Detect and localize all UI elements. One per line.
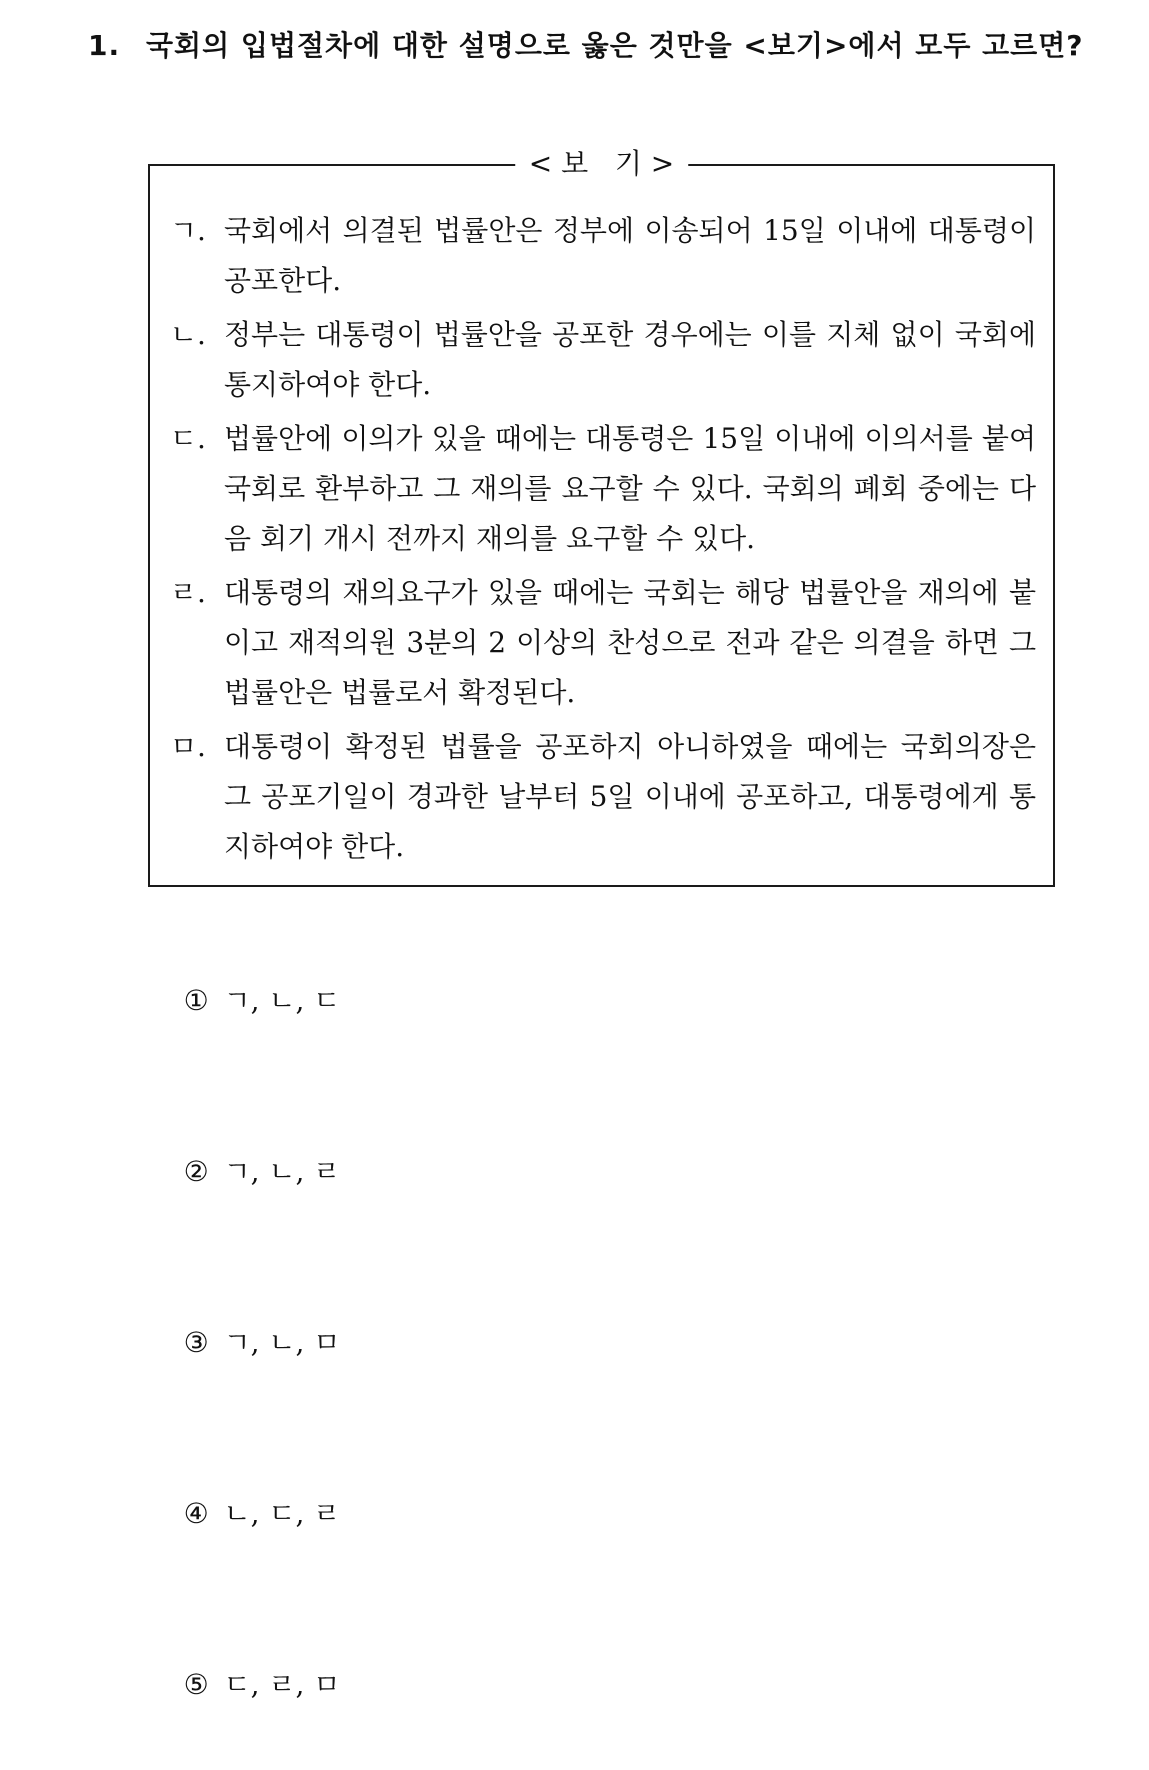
bogi-marker: ㄱ.: [170, 214, 206, 247]
bogi-item-rieul: [170, 568, 1036, 718]
bogi-title: < 보 기 >: [515, 146, 689, 182]
question-text: 국회의 입법절차에 대한 설명으로 옳은 것만을 <보기>에서 모두 고르면?: [146, 29, 1084, 62]
bogi-text: 정부는 대통령이 법률안을 공포한 경우에는 이를 지체 없이 국회에 통지하여야 한다.: [224, 318, 1036, 401]
choice-4[interactable]: [148, 1428, 340, 1599]
choice-1[interactable]: [148, 915, 340, 1086]
choice-number: ③: [183, 1326, 209, 1359]
choice-number: ④: [183, 1497, 209, 1530]
bogi-item-mieum: [170, 722, 1036, 872]
question: [88, 18, 1088, 74]
bogi-marker: ㄹ.: [170, 576, 206, 609]
choice-text: ㄱ, ㄴ, ㄷ: [223, 984, 341, 1017]
bogi-marker: ㄷ.: [170, 422, 206, 455]
bogi-items: [170, 206, 1036, 876]
bogi-text: 국회에서 의결된 법률안은 정부에 이송되어 15일 이내에 대통령이 공포한다.: [224, 214, 1036, 297]
choice-number: ①: [183, 984, 209, 1017]
bogi-marker: ㅁ.: [170, 730, 206, 763]
choice-2[interactable]: [148, 1086, 340, 1257]
choice-5[interactable]: [148, 1599, 340, 1770]
choice-number: ②: [183, 1155, 209, 1188]
bogi-item-digeut: [170, 414, 1036, 564]
question-number: 1.: [88, 29, 121, 62]
bogi-item-giyeok: [170, 206, 1036, 306]
bogi-text: 법률안에 이의가 있을 때에는 대통령은 15일 이내에 이의서를 붙여 국회로 환부하고 그 재의를 요구할 수 있다. 국회의 폐회 중에는 다음 회기 개시 전까지 재의를 요구할 수 있다.: [224, 422, 1036, 555]
choice-text: ㄴ, ㄷ, ㄹ: [223, 1497, 341, 1530]
bogi-item-nieun: [170, 310, 1036, 410]
choice-text: ㄷ, ㄹ, ㅁ: [223, 1668, 341, 1701]
bogi-text: 대통령의 재의요구가 있을 때에는 국회는 해당 법률안을 재의에 붙이고 재적의원 3분의 2 이상의 찬성으로 전과 같은 의결을 하면 그 법률안은 법률로서 확정된다.: [224, 576, 1036, 709]
bogi-marker: ㄴ.: [170, 318, 206, 351]
choice-number: ⑤: [183, 1668, 209, 1701]
choice-3[interactable]: [148, 1257, 340, 1428]
choice-text: ㄱ, ㄴ, ㅁ: [223, 1326, 341, 1359]
choice-text: ㄱ, ㄴ, ㄹ: [223, 1155, 341, 1188]
bogi-box: [148, 147, 1055, 887]
answer-choices: [148, 915, 340, 1770]
bogi-text: 대통령이 확정된 법률을 공포하지 아니하였을 때에는 국회의장은 그 공포기일이 경과한 날부터 5일 이내에 공포하고, 대통령에게 통지하여야 한다.: [224, 730, 1036, 863]
